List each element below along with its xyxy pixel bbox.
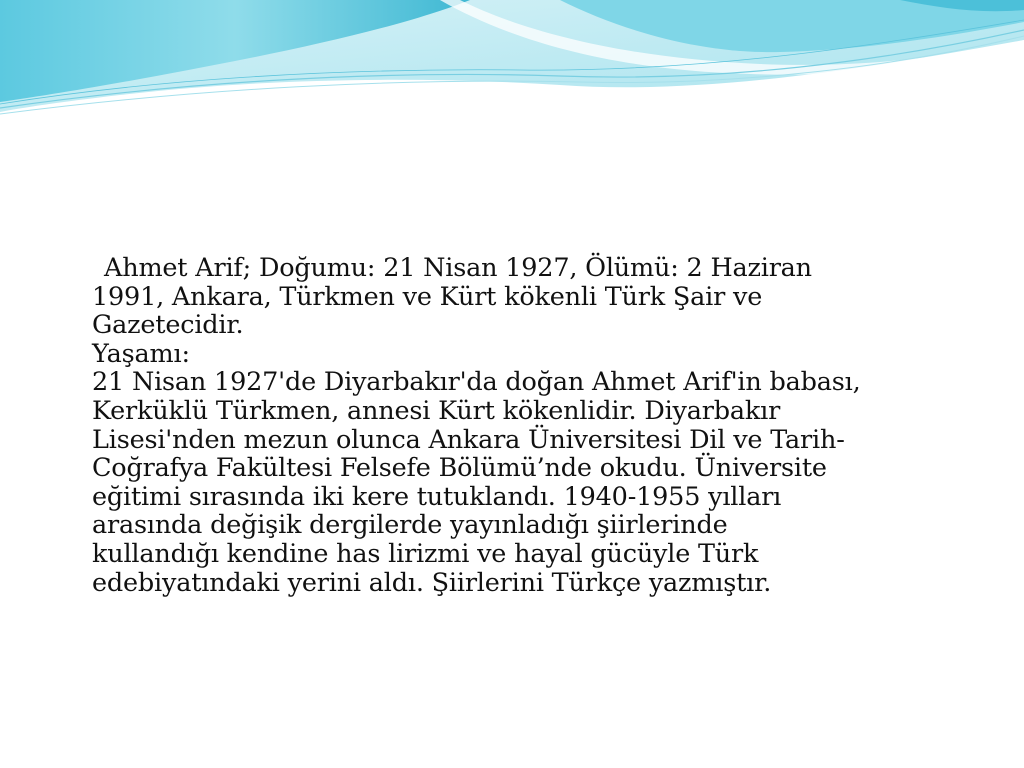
header-wave-decoration (0, 0, 1024, 130)
intro-line: 1991, Ankara, Türkmen ve Kürt kökenli Türk Şair ve (92, 281, 763, 312)
body-line: Coğrafya Fakültesi Felsefe Bölümü’nde okudu. Üniversite (92, 453, 827, 484)
body-line: arasında değişik dergilerde yayınladığı şiirlerinde (92, 510, 728, 541)
intro-line: Ahmet Arif; Doğumu: 21 Nisan 1927, Ölümü: 2 Haziran (104, 253, 812, 283)
body-line: 21 Nisan 1927'de Diyarbakır'da doğan Ahmet Arif'in babası, (92, 367, 861, 398)
body-line: Lisesi'nden mezun olunca Ankara Üniversitesi Dil ve Tarih- (92, 424, 845, 455)
body-line: eğitimi sırasında iki kere tutuklandı. 1940-1955 yılları (92, 481, 782, 512)
body-line: Kerküklü Türkmen, annesi Kürt kökenlidir. Diyarbakır (92, 395, 781, 426)
body-line: kullandığı kendine has lirizmi ve hayal gücüyle Türk (92, 538, 759, 569)
body-line: edebiyatındaki yerini aldı. Şiirlerini Türkçe yazmıştır. (92, 567, 772, 598)
slide-body-text (92, 254, 972, 597)
section-heading: Yaşamı: (92, 338, 190, 369)
intro-line: Gazetecidir. (92, 310, 244, 341)
